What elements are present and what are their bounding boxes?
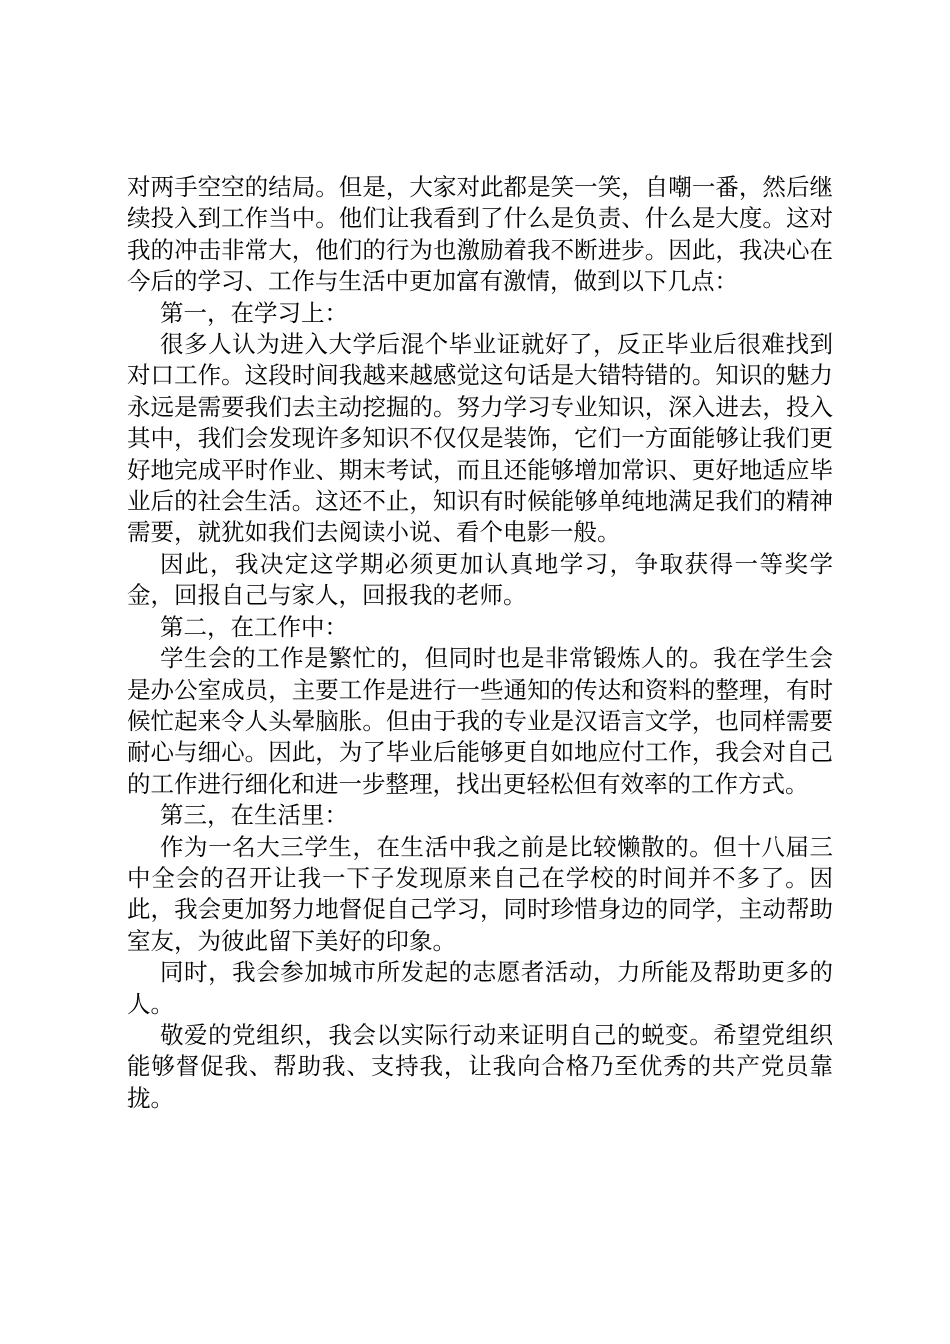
paragraph-life-habits: 作为一名大三学生，在生活中我之前是比较懒散的。但十八届三中全会的召开让我一下子发现原来自己在学校的时间并不多了。因此，我会更加努力地督促自己学习，同时珍惜身边的同学，主动帮助室友，为彼此留下美好的印象。 (127, 832, 833, 955)
paragraph-life-volunteer: 同时，我会参加城市所发起的志愿者活动，力所能及帮助更多的人。 (127, 958, 833, 1018)
paragraph-study-knowledge: 很多人认为进入大学后混个毕业证就好了，反正毕业后很难找到对口工作。这段时间我越来越感觉这句话是大错特错的。知识的魅力永远是需要我们去主动挖掘的。努力学习专业知识，深入进去，投入其中，我们会发现许多知识不仅仅是装饰，它们一方面能够让我们更好地完成平时作业、期末考试，而且还能够增加常识、更好地适应毕业后的社会生活。这还不止，知识有时候能够单纯地满足我们的精神需要，就犹如我们去阅读小说、看个电影一般。 (127, 330, 833, 547)
heading-point-one-study: 第一，在学习上： (160, 298, 348, 327)
document-body (127, 172, 833, 1114)
paragraph-work-student-union: 学生会的工作是繁忙的，但同时也是非常锻炼人的。我在学生会是办公室成员，主要工作是进行一些通知的传达和资料的整理，有时候忙起来令人头晕脑胀。但由于我的专业是汉语言文学，也同样需要耐心与细心。因此，为了毕业后能够更自如地应付工作，我会对自己的工作进行细化和进一步整理，找出更轻松但有效率的工作方式。 (127, 644, 833, 798)
heading-point-two-work: 第二，在工作中： (160, 612, 348, 641)
paragraph-study-decision: 因此，我决定这学期必须更加认真地学习，争取获得一等奖学金，回报自己与家人，回报我的老师。 (127, 549, 833, 610)
heading-point-three-life: 第三，在生活里： (160, 801, 348, 830)
paragraph-closing: 敬爱的党组织，我会以实际行动来证明自己的蜕变。希望党组织能够督促我、帮助我、支持我，让我向合格乃至优秀的共产党员靠拢。 (127, 1020, 833, 1112)
paragraph-intro-continuation: 对两手空空的结局。但是，大家对此都是笑一笑，自嘲一番，然后继续投入到工作当中。他们让我看到了什么是负责、什么是大度。这对我的冲击非常大，他们的行为也激励着我不断进步。因此，我决心在今后的学习、工作与生活中更加富有激情，做到以下几点： (127, 173, 833, 296)
